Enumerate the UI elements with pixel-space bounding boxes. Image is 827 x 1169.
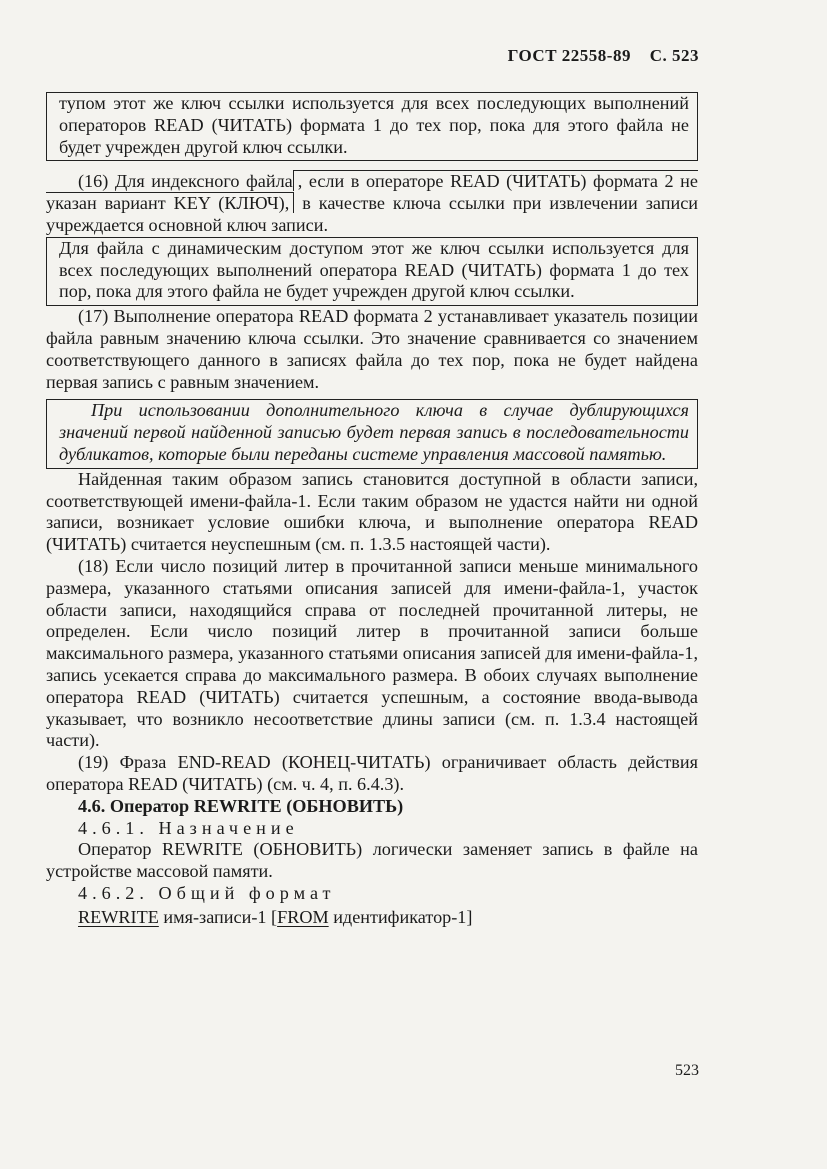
subsection-heading-4-6-2: 4.6.2. Общий формат <box>78 882 336 903</box>
subsection-heading-4-6-1: 4.6.1. Назначение <box>78 817 299 838</box>
box2-text: Для файла с динамическим доступом этот же ключ ссылки используется для всех последующих выполнений оператора READ (ЧИТАТЬ) формата 1 до тех пор, пока для этого файла не будет учрежден другой ключ ссылки. <box>59 237 689 302</box>
page-number: 523 <box>675 1062 699 1079</box>
paragraph-16 <box>46 171 698 236</box>
syntax-record-name: имя-записи-1 [ <box>158 906 278 927</box>
p16-part2: в качестве ключа ссылки при извлечении записи учреждается основной ключ записи. <box>46 193 698 235</box>
page-body <box>46 92 698 928</box>
syntax-keyword-from: FROM <box>277 906 329 927</box>
boxed-paragraph-3 <box>46 399 698 468</box>
box1-text: тупом этот же ключ ссылки используется для всех последующих выполнений операторов READ (ЧИТАТЬ) формата 1 до тех пор, пока для этого файла не будет учрежден другой ключ ссылки. <box>59 93 689 157</box>
p16-part1: (16) Для индексного файла <box>78 171 293 192</box>
paragraph-17: (17) Выполнение оператора READ формата 2 устанавливает указатель позиции файла равным значению ключа ссылки. Это значение сравнивается со значением соответствующего данного в записях файла до тех пор, пока не будет найдена первая запись с равным значением. <box>46 306 698 392</box>
paragraph-18: (18) Если число позиций литер в прочитанной записи меньше минимального размера, указанного статьями описания записей для имени-файла-1, участок области записи, находящийся справа от последней прочитанной литеры, не определен. Если число позиций литер в прочитанной записи больше максимального размера, указанного статьями описания записей для имени-файла-1, запись усекается справа до максимального размера. В обоих случаях выполнение оператора READ (ЧИТАТЬ) считается успешным, а состояние ввода-вывода указывает, что возникло несоответствие длины записи (см. п. 1.3.4 настоящей части). <box>46 555 698 751</box>
paragraph-4-6-1: Оператор REWRITE (ОБНОВИТЬ) логически заменяет запись в файле на устройстве массовой памяти. <box>46 839 698 882</box>
standard-code: ГОСТ 22558-89 <box>507 46 631 65</box>
syntax-identifier: идентификатор-1] <box>328 906 473 927</box>
p16-boxed-text: , если в операторе READ (ЧИТАТЬ) формата 2 не указан вариант KEY (КЛЮЧ), <box>46 171 698 214</box>
paragraph-19: (19) Фраза END-READ (КОНЕЦ-ЧИТАТЬ) ограничивает область действия оператора READ (ЧИТАТЬ) (см. ч. 4, п. 6.4.3). <box>46 752 698 794</box>
paragraph-17-continued: Найденная таким образом запись становится доступной в области записи, соответствующей имени-файла-1. Если таким образом не удастся найти ни одной записи, возникает условие ошибки ключа, и выполнение оператора READ (ЧИТАТЬ) считается неуспешным (см. п. 1.3.5 настоящей части). <box>46 468 698 555</box>
boxed-paragraph-2 <box>46 237 698 306</box>
page-label: С. 523 <box>649 46 699 65</box>
page-header <box>494 46 699 66</box>
syntax-format <box>46 907 698 929</box>
syntax-keyword-rewrite: REWRITE <box>78 906 159 927</box>
boxed-paragraph-1 <box>46 92 698 161</box>
section-heading-4-6: 4.6. Оператор REWRITE (ОБНОВИТЬ) <box>78 795 404 816</box>
box3-text: При использовании дополнительного ключа в случае дублирующихся значений первой найденной записью будет первая запись в последовательности дубликатов, которые были переданы системе управления массовой памятью. <box>59 400 689 464</box>
